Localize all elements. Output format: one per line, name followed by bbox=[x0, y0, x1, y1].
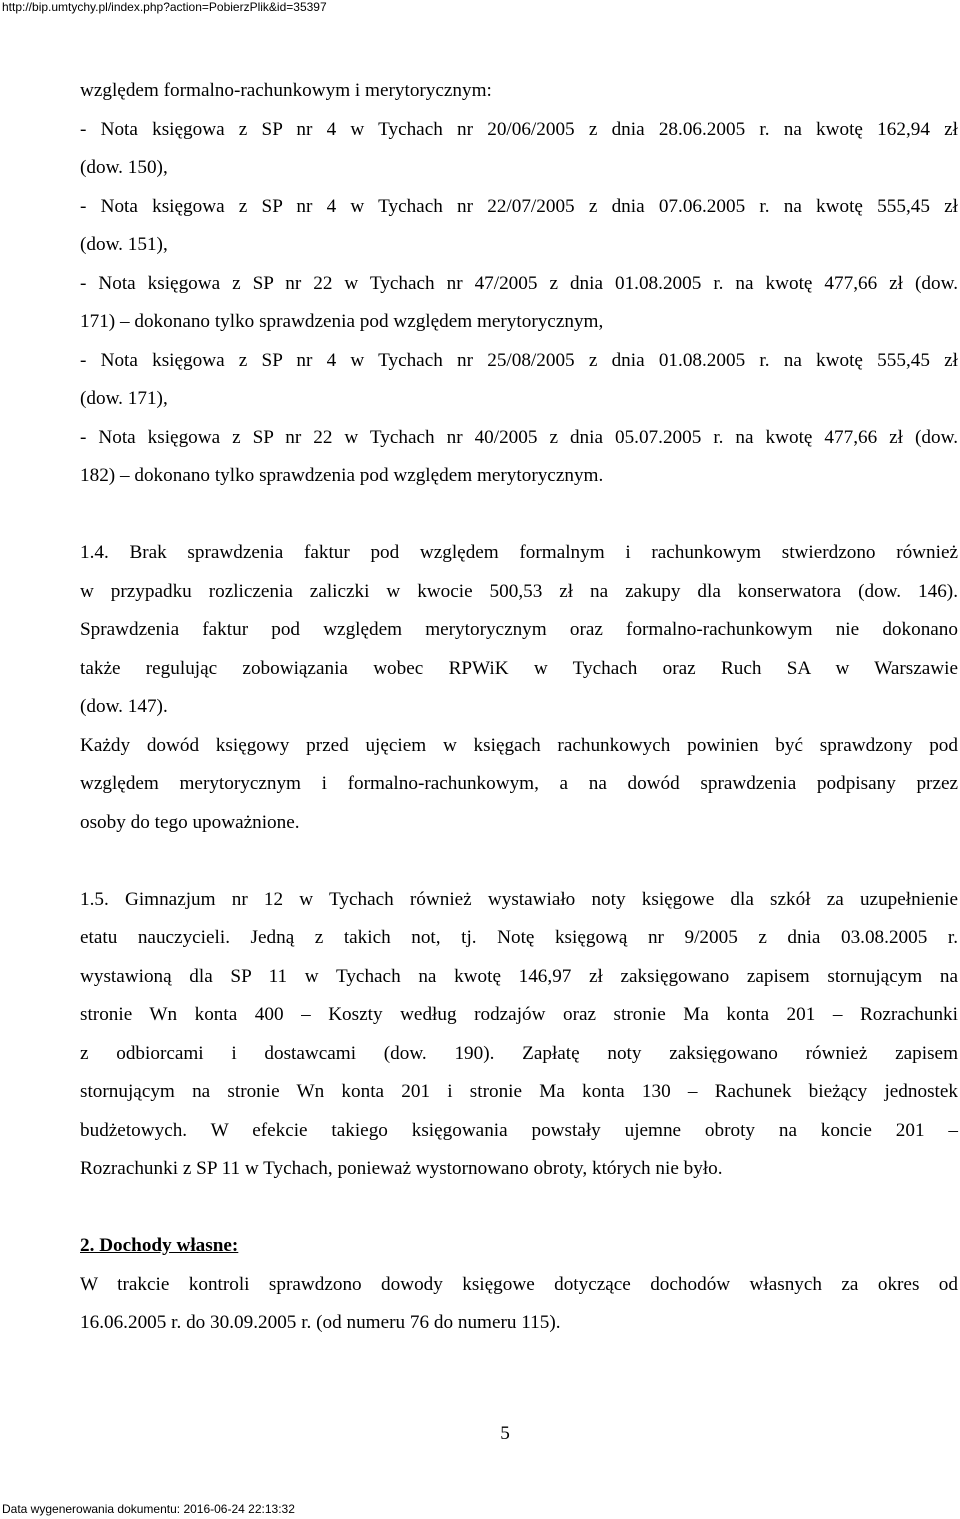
section-1-4-line: Sprawdzenia faktur pod względem merytorycznym oraz formalno-rachunkowym nie dokonano bbox=[80, 619, 958, 640]
text-line: - Nota księgowa z SP nr 22 w Tychach nr 40/2005 z dnia 05.07.2005 r. na kwotę 477,66 zł (dow. bbox=[80, 426, 958, 448]
text-line: względem formalno-rachunkowym i merytorycznym: bbox=[80, 80, 492, 101]
section-1-4-line: Każdy dowód księgowy przed ujęciem w księgach rachunkowych powinien być sprawdzony pod bbox=[80, 734, 958, 756]
text-line: - Nota księgowa z SP nr 4 w Tychach nr 25/08/2005 z dnia 01.08.2005 r. na kwotę 555,45 zł bbox=[80, 349, 958, 371]
section-2-line: 16.06.2005 r. do 30.09.2005 r. (od numeru 76 do numeru 115). bbox=[80, 1312, 561, 1333]
section-1-4-line: osoby do tego upoważnione. bbox=[80, 811, 300, 833]
text-line: (dow. 150), bbox=[80, 157, 168, 178]
section-heading: 2. Dochody własne: bbox=[80, 1235, 239, 1256]
section-2-line: W trakcie kontroli sprawdzono dowody księgowe dotyczące dochodów własnych za okres od bbox=[80, 1273, 958, 1295]
section-1-5-line: 1.5. Gimnazjum nr 12 w Tychach również wystawiało noty księgowe dla szkół za uzupełnienie bbox=[80, 888, 958, 910]
section-1-4-line: względem merytorycznym i formalno-rachunkowym, a na dowód sprawdzenia podpisany przez bbox=[80, 773, 958, 794]
section-1-5-line: z odbiorcami i dostawcami (dow. 190). Zapłatę noty zaksięgowano również zapisem bbox=[80, 1042, 958, 1064]
text-line: 182) – dokonano tylko sprawdzenia pod względem merytorycznym. bbox=[80, 465, 604, 486]
text-line: - Nota księgowa z SP nr 4 w Tychach nr 20/06/2005 z dnia 28.06.2005 r. na kwotę 162,94 zł bbox=[80, 118, 958, 140]
section-1-4-line: (dow. 147). bbox=[80, 696, 168, 717]
generation-date: Data wygenerowania dokumentu: 2016-06-24 22:13:32 bbox=[2, 1502, 295, 1516]
section-1-5-line: stronie Wn konta 400 – Koszty według rodzajów oraz stronie Ma konta 201 – Rozrachunki bbox=[80, 1004, 958, 1025]
section-1-4-line: także regulując zobowiązania wobec RPWiK w Tychach oraz Ruch SA w Warszawie bbox=[80, 657, 958, 679]
section-1-5-line: etatu nauczycieli. Jedną z takich not, tj. Notę księgową nr 9/2005 z dnia 03.08.2005 r. bbox=[80, 927, 958, 948]
document-body bbox=[80, 72, 958, 1343]
section-1-4-line: 1.4. Brak sprawdzenia faktur pod względem formalnym i rachunkowym stwierdzono również bbox=[80, 542, 958, 563]
text-line: - Nota księgowa z SP nr 4 w Tychach nr 22/07/2005 z dnia 07.06.2005 r. na kwotę 555,45 zł bbox=[80, 195, 958, 217]
section-1-5-line: stornującym na stronie Wn konta 201 i stronie Ma konta 130 – Rachunek bieżący jednostek bbox=[80, 1081, 958, 1102]
section-1-5-line: wystawioną dla SP 11 w Tychach na kwotę 146,97 zł zaksięgowano zapisem stornującym na bbox=[80, 965, 958, 987]
text-line: 171) – dokonano tylko sprawdzenia pod względem merytorycznym, bbox=[80, 311, 604, 332]
section-1-5-line: Rozrachunki z SP 11 w Tychach, ponieważ wystornowano obroty, których nie było. bbox=[80, 1158, 723, 1179]
page-number: 5 bbox=[500, 1423, 510, 1444]
source-url: http://bip.umtychy.pl/index.php?action=PobierzPlik&id=35397 bbox=[2, 0, 327, 14]
section-1-5-line: budżetowych. W efekcie takiego księgowania powstały ujemne obroty na koncie 201 – bbox=[80, 1119, 958, 1141]
text-line: - Nota księgowa z SP nr 22 w Tychach nr 47/2005 z dnia 01.08.2005 r. na kwotę 477,66 zł (dow. bbox=[80, 272, 958, 294]
text-line: (dow. 151), bbox=[80, 234, 168, 255]
section-1-4-line: w przypadku rozliczenia zaliczki w kwocie 500,53 zł na zakupy dla konserwatora (dow. 146). bbox=[80, 580, 958, 602]
text-line: (dow. 171), bbox=[80, 388, 168, 409]
